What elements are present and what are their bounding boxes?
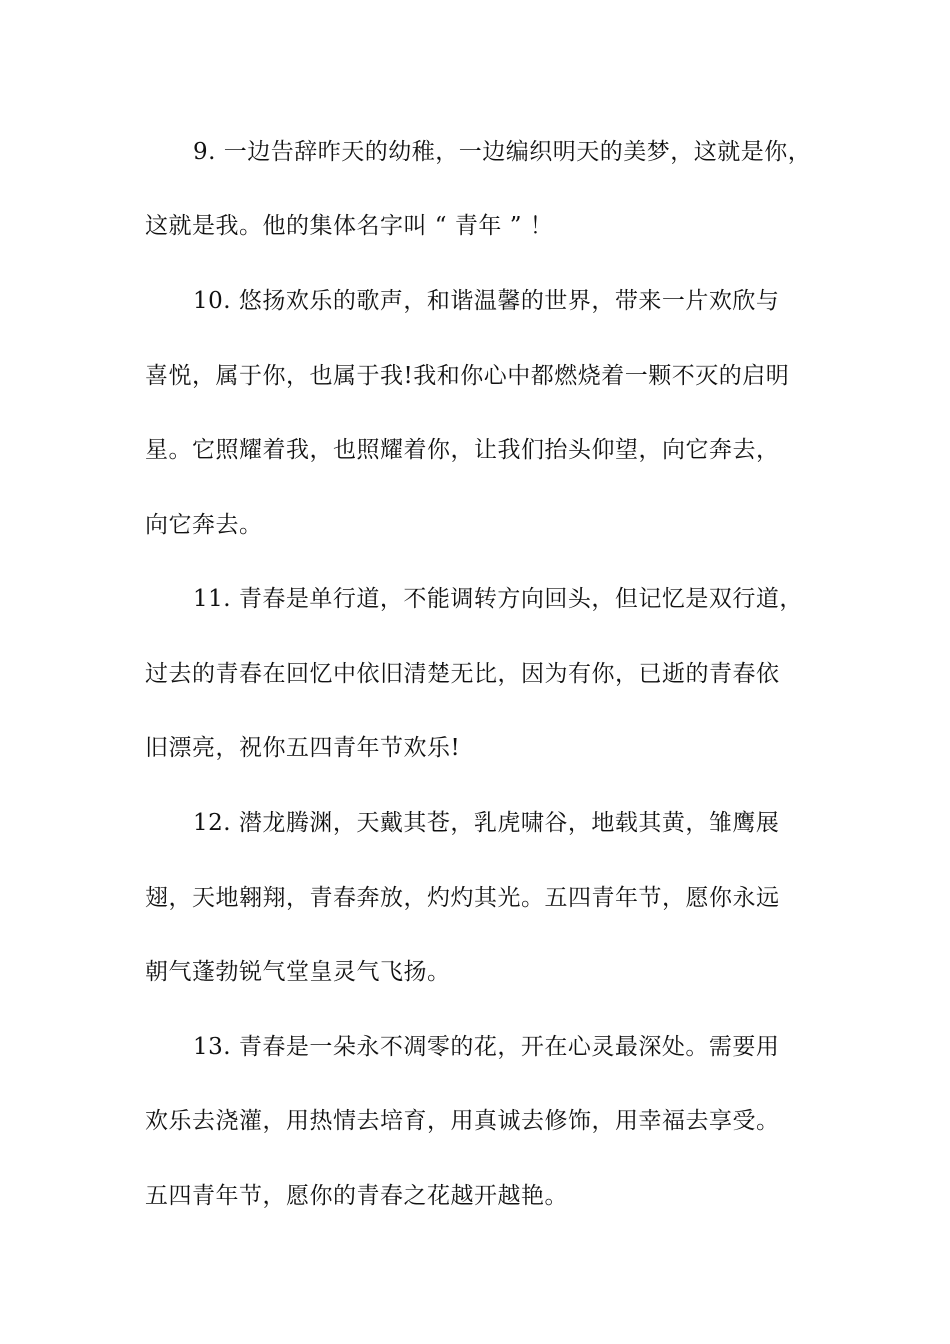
paragraph-11-line-3: 旧漂亮，祝你五四青年节欢乐!: [145, 735, 461, 761]
paragraph-10-line-1: 10. 悠扬欢乐的歌声，和谐温馨的世界，带来一片欢欣与: [193, 288, 780, 314]
paragraph-13-line-3: 五四青年节，愿你的青春之花越开越艳。: [145, 1183, 568, 1209]
paragraph-12-line-3: 朝气蓬勃锐气堂皇灵气飞扬。: [145, 959, 451, 985]
paragraph-12-line-1: 12. 潜龙腾渊，天戴其苍，乳虎啸谷，地载其黄，雏鹰展: [193, 810, 780, 836]
paragraph-10-line-2: 喜悦，属于你，也属于我!我和你心中都燃烧着一颗不灭的启明: [145, 363, 790, 389]
paragraph-10-line-3: 星。它照耀着我，也照耀着你，让我们抬头仰望，向它奔去，: [145, 437, 780, 463]
paragraph-10-line-4: 向它奔去。: [145, 512, 263, 538]
paragraph-13-line-2: 欢乐去浇灌，用热情去培育，用真诚去修饰，用幸福去享受。: [145, 1108, 780, 1134]
paragraph-11-line-1: 11. 青春是单行道，不能调转方向回头，但记忆是双行道，: [193, 586, 803, 612]
paragraph-9-line-2: 这就是我。他的集体名字叫 “ 青年 ” ！: [145, 213, 554, 239]
paragraph-13-line-1: 13. 青春是一朵永不凋零的花，开在心灵最深处。需要用: [193, 1034, 780, 1060]
paragraph-9-line-1: 9. 一边告辞昨天的幼稚，一边编织明天的美梦，这就是你，: [193, 139, 812, 165]
paragraph-11-line-2: 过去的青春在回忆中依旧清楚无比，因为有你，已逝的青春依: [145, 661, 780, 687]
paragraph-12-line-2: 翅，天地翱翔，青春奔放，灼灼其光。五四青年节，愿你永远: [145, 885, 780, 911]
